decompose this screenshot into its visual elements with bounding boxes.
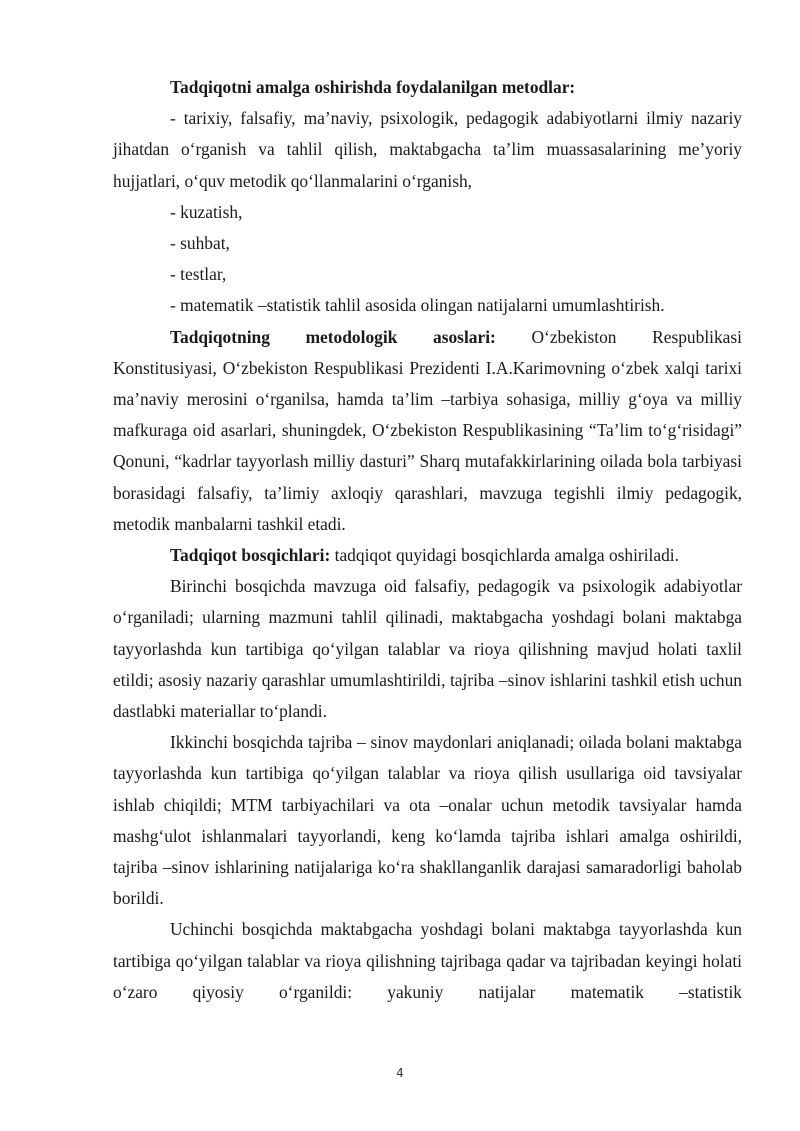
methodology-label-word-2: metodologik [305,326,398,347]
stage-first: Birinchi bosqichda mavzuga oid falsafiy, pedagogik va psixologik adabiyotlar o‘rganiladi; ularning mazmuni tahlil qilinadi, maktabgacha yoshdagi bolani maktabga tayyorlashda kun tartibiga qo‘yilgan talablar va rioya qilishning mavjud holati taxlil etildi; asosiy nazariy qarashlar umumlashtirildi, tajriba –sinov ishlarini tashkil etish uchun dastlabki materiallar to‘plandi. [113,576,742,722]
stages-intro-paragraph [113,540,742,571]
stage-third: Uchinchi bosqichda maktabgacha yoshdagi bolani maktabga tayyorlashda kun tartibiga qo‘yilgan talablar va rioya qilishning tajribaga qadar va tajribadan keyingi holati o‘zaro qiyosiy o‘rganildi: yakuniy natijalar matematik –statistik [113,919,742,1002]
methodology-word-republic: Respublikasi [652,326,742,347]
methods-item-interview: - suhbat, [170,233,230,254]
methodology-label-word-3: asoslari: [433,326,496,347]
methodology-word-uzbekistan: O‘zbekiston [531,326,617,347]
methodology-text: Konstitusiyasi, O‘zbekiston Respublikasi Prezidenti I.A.Karimovning o‘zbek xalqi tarixi ma’naviy merosini o‘rganilsa, hamda ta’lim –tarbiya sohasiga, milliy g‘oya va milliy mafkuraga oid asarlari, shuningdek, O‘zbekiston Respublikasining “Ta’lim to‘g‘risidagi” Qonuni, “kadrlar tayyorlash milliy dasturi” Sharq mutafakkirlarining oilada bola tarbiyasi borasidagi falsafiy, ta’limiy axloqiy qarashlari, mavzuga tegishli ilmiy pedagogik, metodik manbalarni tashkil etadi. [113,357,742,534]
stages-intro: tadqiqot quyidagi bosqichlarda amalga oshiriladi. [330,545,679,566]
methods-item-tests: - testlar, [170,264,227,285]
page-content [113,72,742,1008]
methods-item-statistics: - matematik –statistik tahlil asosida olingan natijalarni umumlashtirish. [170,295,665,316]
methods-item-observation: - kuzatish, [170,201,243,222]
methods-heading: Tadqiqotni amalga oshirishda foydalanilgan metodlar: [170,77,576,97]
stage-second: Ikkinchi bosqichda tajriba – sinov maydonlari aniqlanadi; oilada bolani maktabga tayyorlashda kun tartibiga qo‘yilgan talablar va rioya qilish usullariga oid tavsiyalar ishlab chiqildi; MTM tarbiyachilari va ota –onalar uchun metodik tavsiyalar hamda mashg‘ulot ishlanmalari tayyorlandi, keng ko‘lamda tajriba ishlari amalga oshirildi, tajriba –sinov ishlarining natijalariga ko‘ra shakllanganlik darajasi samaradorligi baholab borildi. [113,732,742,909]
methods-item-literature: - tarixiy, falsafiy, ma’naviy, psixologik, pedagogik adabiyotlarni ilmiy nazariy jihatdan o‘rganish va tahlil qilish, maktabgacha ta’lim muassasalarining me’yoriy hujjatlari, o‘quv metodik qo‘llanmalarini o‘rganish, [113,108,742,191]
methodology-label-word-1: Tadqiqotning [170,326,270,347]
stages-label: Tadqiqot bosqichlari: [170,545,331,566]
page-number: 4 [396,1066,404,1080]
methodology-first-line [113,322,742,353]
